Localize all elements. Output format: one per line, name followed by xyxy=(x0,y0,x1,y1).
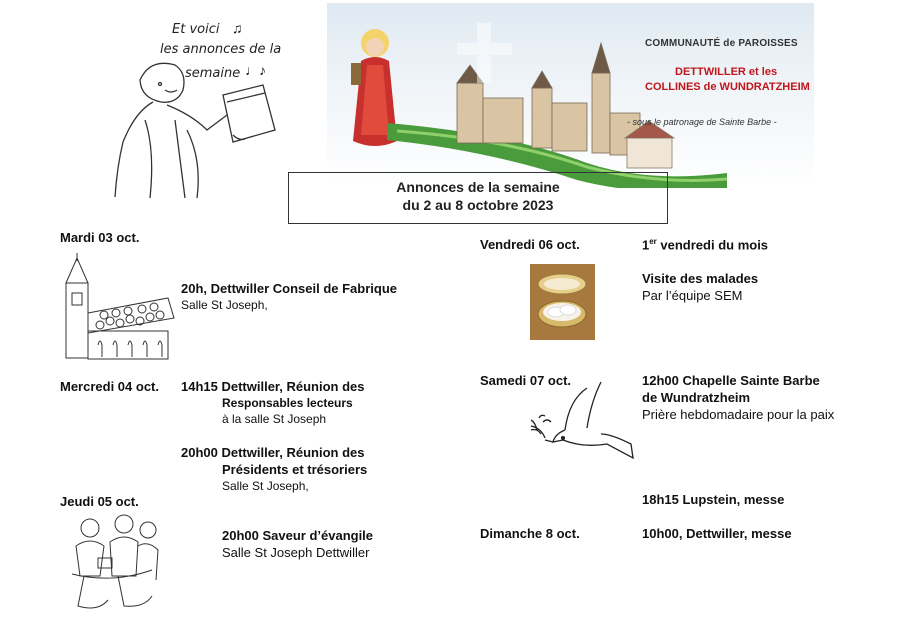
parish-banner xyxy=(327,3,814,188)
village-landscape-icon xyxy=(327,3,814,188)
vendredi-event-number: 1 xyxy=(642,237,650,253)
vendredi-event-text: vendredi du mois xyxy=(656,237,769,253)
page-title: Annonces de la semaine xyxy=(396,179,560,195)
mercredi-event-2-place: Salle St Joseph, xyxy=(222,479,309,493)
handwritten-line-3: semaine xyxy=(185,66,241,81)
vendredi-by: Par l’équipe SEM xyxy=(642,288,743,303)
church-crowd-illustration xyxy=(58,253,176,365)
samedi-event-1-desc: Prière hebdomadaire pour la paix xyxy=(642,407,835,422)
day-label-jeudi: Jeudi 05 oct. xyxy=(60,494,139,509)
jeudi-place: Salle St Joseph Dettwiller xyxy=(222,545,370,560)
dimanche-event: 10h00, Dettwiller, messe xyxy=(642,526,792,541)
vendredi-event-suffix: er xyxy=(649,237,657,246)
samedi-event-1-line-2: de Wundratzheim xyxy=(642,390,751,405)
music-note-icon: ♫ xyxy=(232,20,243,36)
org-name-line-1: DETTWILLER et les xyxy=(675,66,778,78)
mardi-place: Salle St Joseph, xyxy=(181,298,268,312)
church-crowd-icon xyxy=(58,253,176,365)
mercredi-event-2-line-2: Présidents et trésoriers xyxy=(222,462,368,477)
vendredi-event xyxy=(642,237,768,252)
patronage-label: - sous le patronage de Sainte Barbe - xyxy=(627,117,777,127)
mercredi-event-1-line-1: 14h15 Dettwiller, Réunion des xyxy=(181,379,365,394)
priest-singing-icon xyxy=(105,10,285,200)
dove-illustration xyxy=(527,378,637,470)
vendredi-visit: Visite des malades xyxy=(642,271,759,286)
discussion-group-illustration xyxy=(62,514,162,614)
samedi-event-1-line-1: 12h00 Chapelle Sainte Barbe xyxy=(642,373,820,388)
org-name-line-2: COLLINES de WUNDRATZHEIM xyxy=(645,81,810,93)
handwritten-line-1: Et voici xyxy=(172,22,220,37)
day-label-vendredi: Vendredi 06 oct. xyxy=(480,237,580,252)
mercredi-event-1-place: à la salle St Joseph xyxy=(222,412,327,426)
samedi-event-2: 18h15 Lupstein, messe xyxy=(642,492,785,507)
day-label-dimanche: Dimanche 8 oct. xyxy=(480,526,580,541)
day-label-mercredi: Mercredi 04 oct. xyxy=(60,379,159,394)
org-top-label: COMMUNAUTÉ de PAROISSES xyxy=(645,38,798,49)
dove-icon xyxy=(527,378,637,470)
mercredi-event-2-line-1: 20h00 Dettwiller, Réunion des xyxy=(181,445,365,460)
discussion-group-icon xyxy=(62,514,162,614)
mercredi-event-1-line-2: Responsables lecteurs xyxy=(222,396,353,410)
pyx-illustration xyxy=(530,264,595,340)
day-label-samedi: Samedi 07 oct. xyxy=(480,373,572,388)
org-name xyxy=(645,65,810,95)
title-box xyxy=(288,172,668,224)
day-label-mardi: Mardi 03 oct. xyxy=(60,230,140,245)
handwritten-line-2: les annonces de la xyxy=(160,42,282,57)
mardi-event: 20h, Dettwiller Conseil de Fabrique xyxy=(181,281,397,296)
page-subtitle: du 2 au 8 octobre 2023 xyxy=(402,197,554,213)
pyx-icon xyxy=(530,264,595,340)
music-note-icon: ♩♪ xyxy=(245,62,266,78)
jeudi-event: 20h00 Saveur d’évangile xyxy=(222,528,374,543)
priest-singing-illustration xyxy=(105,10,285,200)
